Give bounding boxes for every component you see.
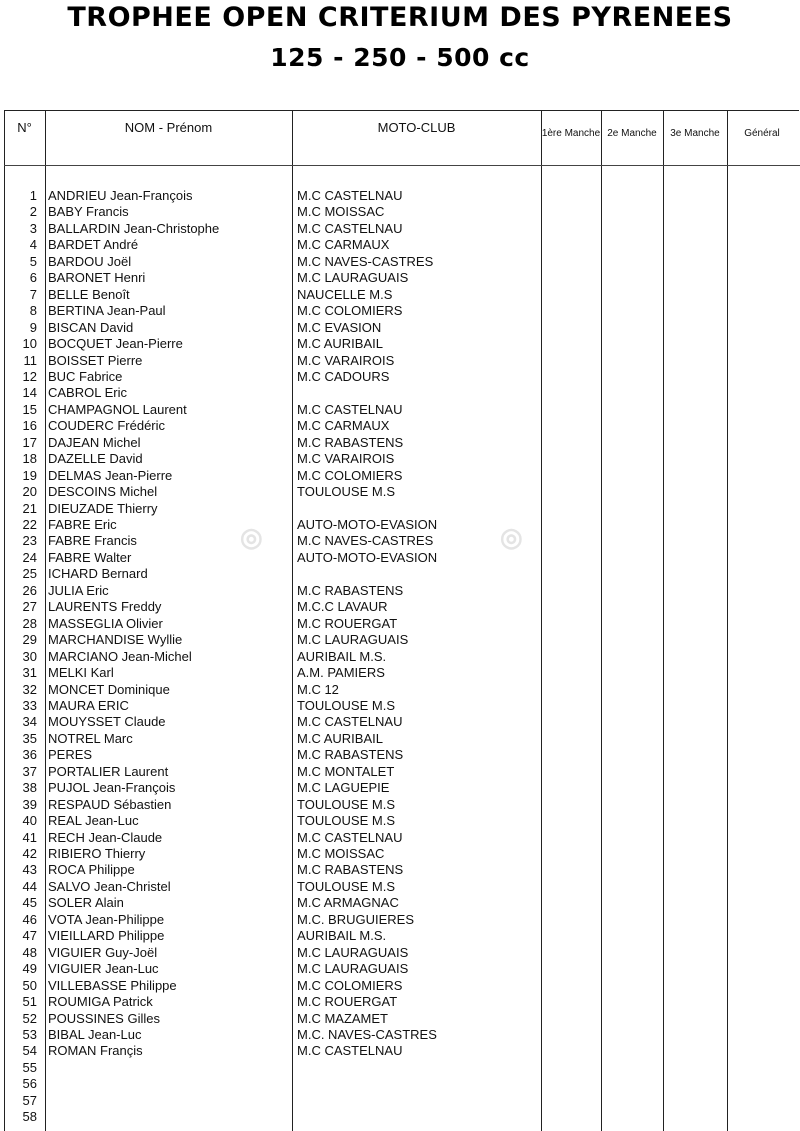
rider-name: JULIA Eric <box>48 582 109 598</box>
table-row <box>0 731 800 747</box>
rider-club: A.M. PAMIERS <box>297 665 385 681</box>
table-row <box>0 1109 800 1125</box>
rider-club: M.C CASTELNAU <box>297 220 403 236</box>
rider-club: M.C CASTELNAU <box>297 188 403 203</box>
rider-number: 47 <box>22 928 37 944</box>
table-row <box>0 254 800 270</box>
rider-number: 10 <box>22 336 37 352</box>
table-row <box>0 961 800 977</box>
rider-name: ROUMIGA Patrick <box>48 994 153 1010</box>
rider-name: SOLER Alain <box>48 895 124 911</box>
table-row <box>0 895 800 911</box>
rider-club: AUTO-MOTO-EVASION <box>297 549 438 565</box>
rider-name: DELMAS Jean-Pierre <box>48 467 173 483</box>
rider-club: TOULOUSE M.S <box>297 484 396 500</box>
rider-club: M.C CASTELNAU <box>297 714 403 730</box>
table-row <box>0 583 800 599</box>
rider-club: M.C ROUERGAT <box>297 615 398 631</box>
rider-name: VIGUIER Jean-Luc <box>48 961 159 977</box>
table-row <box>0 649 800 665</box>
rider-number: 22 <box>22 517 37 532</box>
table-row <box>0 188 800 204</box>
rider-club: M.C 12 <box>297 681 339 697</box>
rider-club: M.C ARMAGNAC <box>297 895 399 911</box>
rider-number: 34 <box>22 714 37 730</box>
rider-club: M.C RABASTENS <box>297 434 404 450</box>
rider-name: VIGUIER Guy-Joël <box>48 944 158 960</box>
table-row <box>0 287 800 303</box>
rider-number: 37 <box>22 763 37 779</box>
rider-number: 19 <box>22 467 37 483</box>
table-row <box>0 501 800 517</box>
header-manche-1: 1ère Manche <box>541 128 601 139</box>
table-row <box>0 747 800 763</box>
table-row <box>0 1027 800 1043</box>
rider-name: BISCAN David <box>48 319 134 335</box>
rider-number: 11 <box>23 352 37 368</box>
rider-number: 43 <box>22 862 37 878</box>
rider-club: M.C VARAIROIS <box>297 352 395 368</box>
rider-name: ROMAN Françis <box>48 1043 143 1059</box>
table-row <box>0 780 800 796</box>
rider-club: M.C CASTELNAU <box>297 401 403 417</box>
rider-club: M.C RABASTENS <box>297 862 404 878</box>
rider-club: M.C MOISSAC <box>297 846 385 861</box>
rider-name: BARDOU Joël <box>48 253 132 269</box>
rider-name: ROCA Philippe <box>48 862 135 878</box>
rider-club: M.C CASTELNAU <box>297 829 403 845</box>
rider-number: 50 <box>22 977 37 993</box>
rider-number: 15 <box>22 401 37 417</box>
rider-name: DIEUZADE Thierry <box>48 500 158 516</box>
rider-number: 5 <box>29 253 37 269</box>
rider-number: 38 <box>22 780 37 796</box>
rider-number: 28 <box>22 615 37 631</box>
rider-name: LAURENTS Freddy <box>48 599 162 615</box>
rider-name: BUC Fabrice <box>48 368 123 384</box>
table-row <box>0 566 800 582</box>
rider-club: AURIBAIL M.S. <box>297 928 387 944</box>
rider-name: DESCOINS Michel <box>48 484 158 500</box>
rider-name: BALLARDIN Jean-Christophe <box>48 220 220 236</box>
rider-club: M.C LAGUEPIE <box>297 780 390 796</box>
rider-name: BARONET Henri <box>48 270 146 286</box>
rider-name: RIBIERO Thierry <box>48 846 146 861</box>
rider-number: 23 <box>22 533 37 549</box>
header-divider <box>4 165 800 166</box>
header-manche-2: 2e Manche <box>607 128 657 139</box>
rider-club: M.C NAVES-CASTRES <box>297 253 434 269</box>
table-row <box>0 1076 800 1092</box>
rider-number: 25 <box>22 566 37 582</box>
table-row <box>0 468 800 484</box>
rider-club: M.C LAURAGUAIS <box>297 270 409 286</box>
rider-club: AURIBAIL M.S. <box>297 648 387 664</box>
table-row <box>0 632 800 648</box>
table-row <box>0 714 800 730</box>
header-general: Général <box>744 128 780 139</box>
rider-number: 20 <box>22 484 37 500</box>
rider-number: 27 <box>22 599 37 615</box>
rider-number: 29 <box>22 632 37 648</box>
rider-club: M.C MONTALET <box>297 763 395 779</box>
rider-number: 42 <box>22 846 37 861</box>
rider-number: 3 <box>29 220 37 236</box>
rider-club: M.C CARMAUX <box>297 418 390 434</box>
table-row <box>0 484 800 500</box>
rider-number: 40 <box>22 813 37 829</box>
rider-number: 36 <box>22 747 37 763</box>
rider-name: BERTINA Jean-Paul <box>48 303 166 319</box>
table-row <box>0 402 800 418</box>
table-row <box>0 320 800 336</box>
table-row <box>0 435 800 451</box>
rider-number: 51 <box>22 994 37 1010</box>
table-row <box>0 1011 800 1027</box>
table-row <box>0 336 800 352</box>
rider-number: 2 <box>29 204 37 220</box>
table-row <box>0 1043 800 1059</box>
rider-number: 9 <box>29 319 37 335</box>
table-row <box>0 418 800 434</box>
rider-club: M.C MAZAMET <box>297 1010 388 1026</box>
rider-number: 33 <box>22 697 37 713</box>
rider-club: TOULOUSE M.S <box>297 796 396 812</box>
header-no: N° <box>17 120 32 135</box>
rider-number: 26 <box>22 582 37 598</box>
rider-club: M.C CARMAUX <box>297 237 390 253</box>
rider-club: M.C ROUERGAT <box>297 994 398 1010</box>
rider-number: 35 <box>22 730 37 746</box>
rider-name: RECH Jean-Claude <box>48 829 163 845</box>
table-row <box>0 830 800 846</box>
rider-name: VOTA Jean-Philippe <box>48 911 165 927</box>
rider-number: 18 <box>22 451 37 467</box>
rider-name: MASSEGLIA Olivier <box>48 615 163 631</box>
rider-club: M.C EVASION <box>297 319 382 335</box>
rider-name: PORTALIER Laurent <box>48 763 169 779</box>
rider-number: 4 <box>29 237 37 253</box>
rider-name: CHAMPAGNOL Laurent <box>48 401 187 417</box>
watermark-logo: ◎ <box>500 522 523 552</box>
rider-name: MARCHANDISE Wyllie <box>48 632 183 648</box>
rider-name: MAURA ERIC <box>48 697 129 713</box>
table-row <box>0 846 800 862</box>
table-row <box>0 237 800 253</box>
table-row <box>0 270 800 286</box>
table-row <box>0 369 800 385</box>
table-row <box>0 862 800 878</box>
table-row <box>0 616 800 632</box>
table-row <box>0 879 800 895</box>
rider-name: BOISSET Pierre <box>48 352 143 368</box>
rider-club: M.C VARAIROIS <box>297 451 395 467</box>
rider-number: 58 <box>22 1109 37 1125</box>
table-row <box>0 912 800 928</box>
rider-number: 54 <box>22 1043 37 1059</box>
rider-number: 46 <box>22 911 37 927</box>
rider-number: 14 <box>22 385 37 401</box>
rider-club: M.C RABASTENS <box>297 747 404 763</box>
rider-club: TOULOUSE M.S <box>297 878 396 894</box>
table-row <box>0 698 800 714</box>
table-row <box>0 385 800 401</box>
rider-club: TOULOUSE M.S <box>297 697 396 713</box>
table-row <box>0 550 800 566</box>
rider-club: M.C LAURAGUAIS <box>297 632 409 648</box>
rider-name: BOCQUET Jean-Pierre <box>48 336 183 352</box>
rider-club: AUTO-MOTO-EVASION <box>297 517 438 532</box>
rider-name: VILLEBASSE Philippe <box>48 977 177 993</box>
watermark-logo: ◎ <box>240 522 263 552</box>
rider-number: 17 <box>22 434 37 450</box>
table-row <box>0 221 800 237</box>
table-row <box>0 945 800 961</box>
rider-number: 41 <box>22 829 37 845</box>
rider-name: NOTREL Marc <box>48 730 133 746</box>
table-row <box>0 303 800 319</box>
rider-club: NAUCELLE M.S <box>297 286 393 302</box>
rider-club: M.C LAURAGUAIS <box>297 944 409 960</box>
table-row <box>0 813 800 829</box>
rider-name: BIBAL Jean-Luc <box>48 1026 142 1042</box>
rider-number: 52 <box>22 1010 37 1026</box>
rider-club: M.C CADOURS <box>297 368 390 384</box>
rider-club: TOULOUSE M.S <box>297 813 396 829</box>
table-row <box>0 1093 800 1109</box>
rider-number: 16 <box>22 418 37 434</box>
rider-name: VIEILLARD Philippe <box>48 928 165 944</box>
rider-club: M.C COLOMIERS <box>297 303 403 319</box>
rider-name: MELKI Karl <box>48 665 114 681</box>
rider-number: 53 <box>22 1026 37 1042</box>
rider-number: 48 <box>22 944 37 960</box>
rider-name: BELLE Benoît <box>48 286 130 302</box>
rider-number: 31 <box>22 665 37 681</box>
rider-club: M.C.C LAVAUR <box>297 599 388 615</box>
header-manche-3: 3e Manche <box>670 128 720 139</box>
rider-number: 7 <box>29 286 37 302</box>
rider-number: 44 <box>22 878 37 894</box>
rider-number: 56 <box>22 1076 37 1092</box>
rider-name: CABROL Eric <box>48 385 127 401</box>
rider-name: DAJEAN Michel <box>48 434 141 450</box>
rider-name: SALVO Jean-Christel <box>48 878 171 894</box>
rider-club: M.C COLOMIERS <box>297 467 403 483</box>
rider-club: M.C AURIBAIL <box>297 336 383 352</box>
table-row <box>0 599 800 615</box>
rider-club: M.C MOISSAC <box>297 204 385 220</box>
table-row <box>0 204 800 220</box>
rider-name: MARCIANO Jean-Michel <box>48 648 192 664</box>
header-club: MOTO-CLUB <box>377 120 456 135</box>
rider-club: M.C COLOMIERS <box>297 977 403 993</box>
page-subtitle: 125 - 250 - 500 cc <box>270 43 530 72</box>
rider-name: BABY Francis <box>48 204 129 220</box>
table-row <box>0 978 800 994</box>
rider-number: 21 <box>22 500 37 516</box>
rider-name: MOUYSSET Claude <box>48 714 166 730</box>
rider-number: 30 <box>22 648 37 664</box>
rider-number: 57 <box>22 1092 37 1108</box>
rider-name: RESPAUD Sébastien <box>48 796 172 812</box>
rider-name: FABRE Walter <box>48 549 132 565</box>
rider-club: M.C LAURAGUAIS <box>297 961 409 977</box>
rider-number: 8 <box>29 303 37 319</box>
rider-number: 49 <box>22 961 37 977</box>
rider-number: 1 <box>29 188 37 203</box>
rider-club: M.C AURIBAIL <box>297 730 383 746</box>
rider-club: M.C. BRUGUIERES <box>297 911 415 927</box>
table-row <box>0 797 800 813</box>
rider-number: 39 <box>22 796 37 812</box>
table-row <box>0 665 800 681</box>
rider-number: 6 <box>29 270 37 286</box>
rider-name: ANDRIEU Jean-François <box>48 188 193 203</box>
table-row <box>0 682 800 698</box>
header-name: NOM - Prénom <box>124 120 213 135</box>
rider-name: REAL Jean-Luc <box>48 813 139 829</box>
rider-club: M.C. NAVES-CASTRES <box>297 1026 437 1042</box>
rider-name: PUJOL Jean-François <box>48 780 176 796</box>
table-row <box>0 517 800 533</box>
rider-number: 55 <box>22 1059 37 1075</box>
rider-name: PERES <box>48 747 93 763</box>
rider-name: ICHARD Bernard <box>48 566 148 582</box>
rider-name: MONCET Dominique <box>48 681 170 697</box>
table-row <box>0 353 800 369</box>
rider-name: BARDET André <box>48 237 139 253</box>
page-title: TROPHEE OPEN CRITERIUM DES PYRENEES <box>67 2 733 33</box>
rider-number: 45 <box>22 895 37 911</box>
rider-club: M.C CASTELNAU <box>297 1043 403 1059</box>
rider-number: 32 <box>22 681 37 697</box>
rider-name: COUDERC Frédéric <box>48 418 166 434</box>
rider-number: 24 <box>22 549 37 565</box>
rider-name: FABRE Francis <box>48 533 137 549</box>
rider-name: FABRE Eric <box>48 517 117 532</box>
rider-club: M.C NAVES-CASTRES <box>297 533 434 549</box>
rider-number: 12 <box>22 368 37 384</box>
table-row <box>0 1060 800 1076</box>
table-row <box>0 764 800 780</box>
table-row <box>0 533 800 549</box>
rider-name: DAZELLE David <box>48 451 143 467</box>
rider-club: M.C RABASTENS <box>297 582 404 598</box>
table-row <box>0 928 800 944</box>
table-row <box>0 994 800 1010</box>
rider-name: POUSSINES Gilles <box>48 1010 160 1026</box>
table-row <box>0 451 800 467</box>
